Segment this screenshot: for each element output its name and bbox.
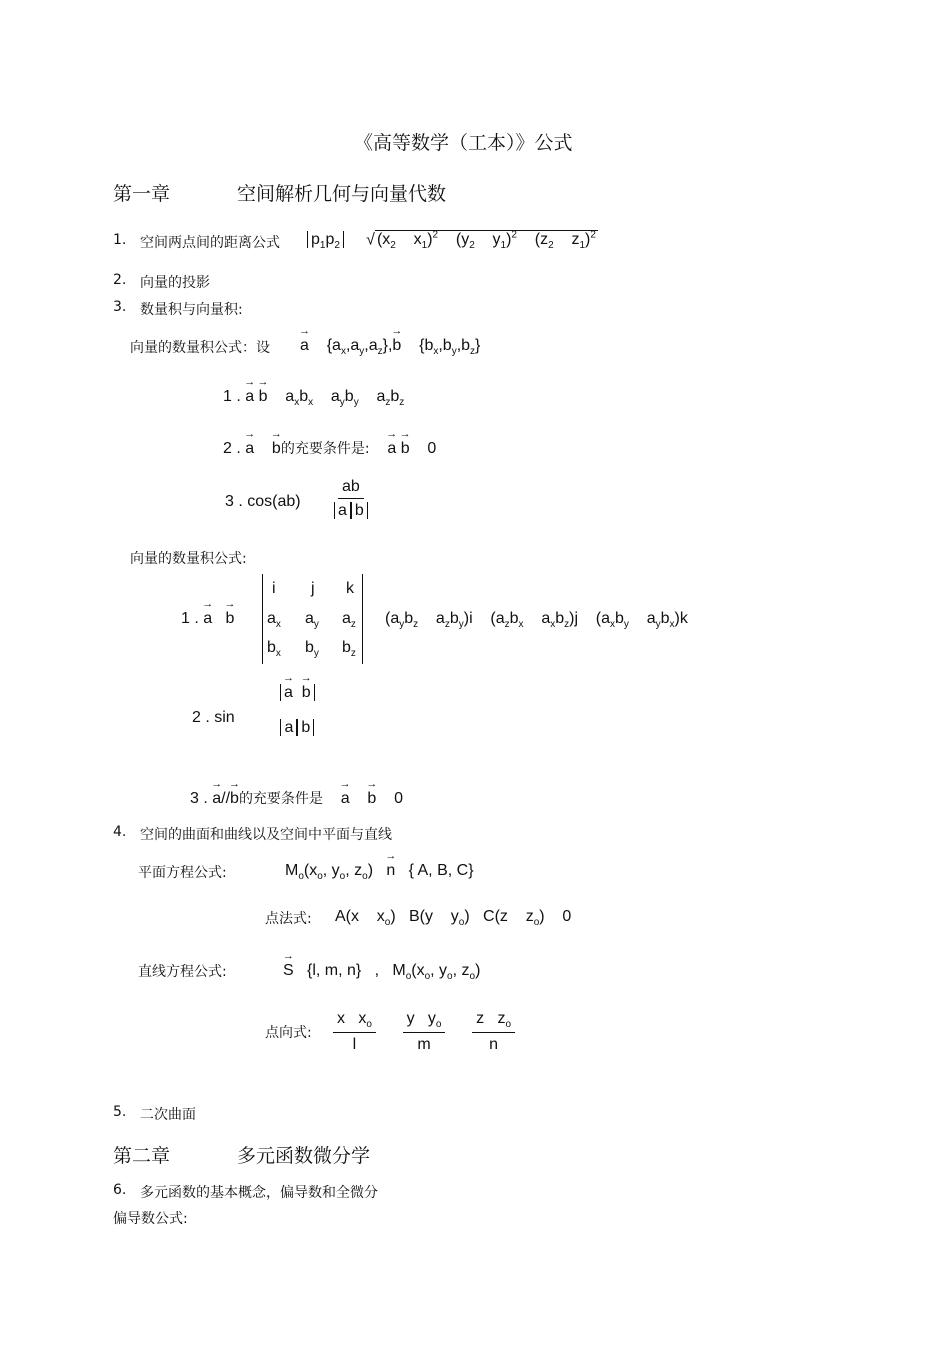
chapter2-name: 多元函数微分学	[237, 1145, 371, 1167]
chapter1-name: 空间解析几何与向量代数	[237, 183, 447, 205]
sin-label: 2 . sin	[192, 709, 235, 726]
point-direction-formula: $\frac{x x_o}{l}$ $\frac{y y_o}{m}$ $\frac{z z_o}{n}$	[333, 1010, 515, 1054]
dot-product-heading: 向量的数量积公式：设	[130, 340, 270, 356]
cos-label: 3 . cos(ab)	[225, 493, 301, 510]
item-5-text: 二次曲面	[140, 1107, 196, 1123]
cross-line3-text: 的充要条件是	[238, 791, 323, 807]
item-3-text: 数量积与向量积:	[140, 302, 243, 318]
item-6-number: 6.	[113, 1182, 127, 1198]
page-title: 《高等数学（工本）》公式	[354, 132, 573, 154]
item-2-number: 2.	[113, 272, 127, 288]
item-4-number: 4.	[113, 824, 127, 840]
dot-formula-2: 2 . → a → b的充要条件是: → a → b 0	[223, 438, 436, 458]
item-1-number: 1.	[113, 232, 127, 248]
item-2-text: 向量的投影	[140, 275, 210, 291]
dot-line2-text: 的充要条件是:	[280, 441, 370, 457]
line-label: 直线方程公式:	[138, 964, 227, 980]
cross-product-heading: 向量的数量积公式:	[130, 551, 247, 567]
plane-definition: $M_o(x_o$, $y_o$, $z_o) \to n$ { A, B, C}	[285, 862, 474, 882]
point-normal-label: 点法式:	[265, 911, 312, 927]
line-definition: → S {l, m, n} , $M_o(x_o$, $y_o$, $z_o$)	[283, 962, 480, 982]
cos-fraction: $\frac{ab}{\text{a b}}$	[330, 478, 372, 520]
item-1-text: 空间两点间的距离公式	[140, 235, 280, 251]
item-4-text: 空间的曲面和曲线以及空间中平面与直线	[140, 827, 392, 843]
chapter1-label: 第一章	[113, 183, 171, 205]
determinant: i j k $a_x$ $a_y$ $a_z$ $b_x$ $b_y$ $b_z$	[262, 574, 363, 664]
cross-formula-1-label: 1 . → a → b	[181, 610, 234, 628]
point-direction-label: 点向式:	[265, 1025, 312, 1041]
point-normal-formula: A(x $x_o$) B(y $y_o$) C(z $z_o$) 0	[335, 908, 572, 929]
cross-expansion: ($a_yb_z$ $a_zb_y)i$ ($a_zb_x$ $a_xb_z)j$ ($a_xb_y$ $a_yb_x)k$	[385, 610, 688, 631]
partial-derivative-label: 偏导数公式:	[113, 1211, 188, 1227]
vector-definition: → a $\{a_x,a_y,a_z\},\to b$ $\{b_x,b_y,b_z\}$	[300, 337, 480, 357]
chapter2-label: 第二章	[113, 1145, 171, 1167]
item-3-number: 3.	[113, 299, 127, 315]
plane-label: 平面方程公式:	[138, 865, 227, 881]
item-6-text: 多元函数的基本概念，偏导数和全微分	[140, 1185, 378, 1201]
distance-formula: $p_1p_2$ √ ($x_2$ $x_1)^2$ ($y_2$ $y_1)^2$ ($z_2$ $z_1)^2$	[307, 230, 598, 252]
item-5-number: 5.	[113, 1104, 127, 1120]
parallel-formula: 3 . → a//→ b的充要条件是 → a → b 0	[190, 788, 403, 808]
dot-formula-1: 1 . → a → b $a_xb_x$ $a_yb_y$ $a_zb_z$	[223, 388, 404, 408]
sin-fraction: → a → b a b	[276, 684, 319, 737]
